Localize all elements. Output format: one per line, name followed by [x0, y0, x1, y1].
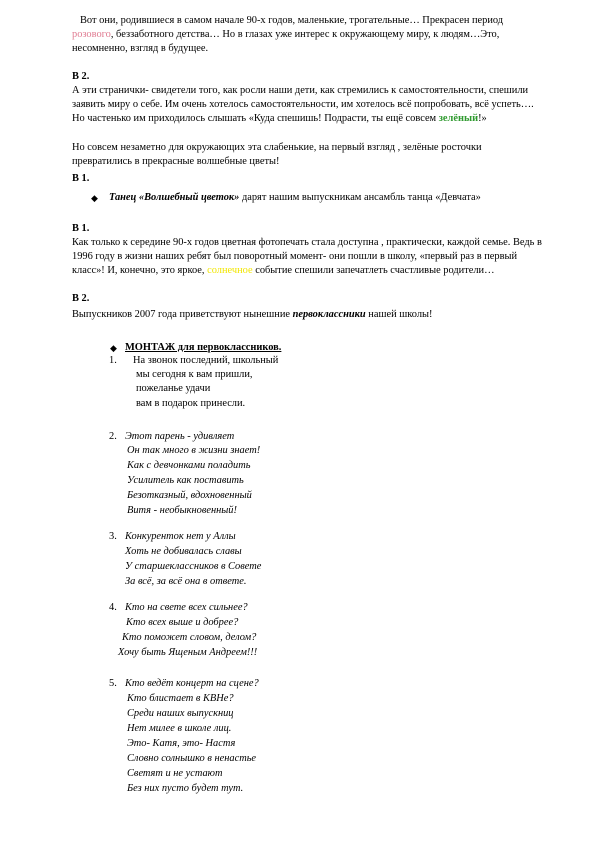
poem-line: мы сегодня к вам пришли,	[136, 369, 253, 380]
pink-highlight-word: розового	[72, 29, 111, 41]
intro-text: Вот они, родившиеся в самом начале 90-х годов, маленькие, трогательные… Прекрасен период	[80, 15, 504, 26]
poem-line: Конкуренток нет у Аллы	[125, 531, 236, 542]
poem-line: Он так много в жизни знает!	[127, 445, 261, 456]
poem-line: Безотказный, вдохновенный	[127, 490, 252, 501]
poem-line: Кто блистает в КВНе?	[127, 693, 234, 704]
poem-line: На звонок последний, школьный	[133, 355, 279, 366]
section-marker: В 1.	[72, 223, 90, 234]
yellow-highlight-word: солнечное	[207, 265, 253, 277]
poem-number: 5.	[109, 678, 117, 689]
poem-line: Кто ведёт концерт на сцене?	[125, 678, 259, 689]
intro-text-end: , беззаботного детства… Но в глазах уже интерес к окружающему миру, к людям…Это, несомненно, взгляд в будущее.	[72, 29, 500, 55]
poem-line: Витя - необыкновенный!	[127, 505, 237, 516]
photo-text-end: событие спешили запечатлеть счастливые родители…	[252, 265, 495, 277]
poem-line: Кто поможет словом, делом?	[122, 632, 257, 643]
poem-line: За всё, за всё она в ответе.	[125, 576, 247, 587]
section-marker: В 2.	[72, 293, 90, 304]
photo-paragraph	[72, 236, 542, 279]
bullet-icon: ◆	[91, 193, 98, 203]
poem-line: Хочу быть Ященым Андреем!!!	[118, 647, 258, 658]
poem-line: Этот парень - удивляет	[125, 431, 235, 442]
greeting-paragraph	[72, 308, 542, 322]
poem-line: вам в подарок принесли.	[136, 398, 246, 409]
children-text: А эти странички- свидетели того, как росли наши дети, как стремились к самостоятельности, спешили заявить миру о себе. Им очень хотелось самостоятельности, им хотелось всё попробовать, всё успеть…. Но частенько им приходилось слышать «Куда спешишь! Подрасти, ты ещё совсем	[72, 85, 534, 125]
poem-number: 2.	[109, 431, 117, 442]
photo-text: Как только к середине 90-х годов цветная фотопечать стала доступна , практически, каждой семье. Ведь в 1996 году в жизни наших ребят был поворотный момент- они пошли в школу, «первый раз в первый класс»! И, конечно, это яркое,	[72, 237, 542, 277]
poem-number: 4.	[109, 602, 117, 613]
poem-line: Как с девчонками поладить	[127, 460, 251, 471]
montage-title: МОНТАЖ для первоклассников.	[125, 342, 282, 353]
dance-title: Танец «Волшебный цветок»	[109, 192, 240, 203]
greeting-text: Выпускников 2007 года приветствуют нынешние	[72, 309, 293, 320]
poem-line: Светят и не устают	[127, 768, 223, 779]
poem-line: Кто на свете всех сильнее?	[125, 602, 248, 613]
poem-number: 3.	[109, 531, 117, 542]
green-highlight-word: зелёный	[438, 113, 479, 125]
poem-line: Среди наших выпускниц	[127, 708, 234, 719]
poem-line: пожеланье удачи	[136, 383, 211, 394]
section-marker: В 1.	[72, 173, 90, 184]
children-paragraph	[72, 84, 542, 127]
poem-line: У старшеклассников в Совете	[125, 561, 262, 572]
poem-line: Хоть не добивалась славы	[125, 546, 242, 557]
poem-line: Нет милее в школе лиц.	[127, 723, 232, 734]
first-graders-word: первоклассники	[292, 309, 366, 320]
poem-number: 1.	[109, 355, 117, 366]
poem-line: Усилитель как поставить	[127, 475, 244, 486]
dance-performers: дарят нашим выпускникам ансамбль танца «Девчата»	[239, 192, 481, 203]
section-marker: В 2.	[72, 71, 90, 82]
children-text-end: !»	[478, 113, 487, 125]
poem-line: Это- Катя, это- Настя	[127, 738, 236, 749]
poem-line: Без них пусто будет тут.	[127, 783, 244, 794]
poem-line: Словно солнышко в ненастье	[127, 753, 257, 764]
dance-announcement	[109, 191, 549, 205]
sprouts-paragraph: Но совсем незаметно для окружающих эта слабенькие, на первый взгляд , зелёные росточки превратились в прекрасные волшебные цветы!	[72, 142, 482, 168]
bullet-icon: ◆	[110, 343, 117, 353]
greeting-text-end: нашей школы!	[365, 309, 433, 320]
intro-paragraph	[72, 14, 542, 57]
poem-line: Кто всех выше и добрее?	[126, 617, 239, 628]
